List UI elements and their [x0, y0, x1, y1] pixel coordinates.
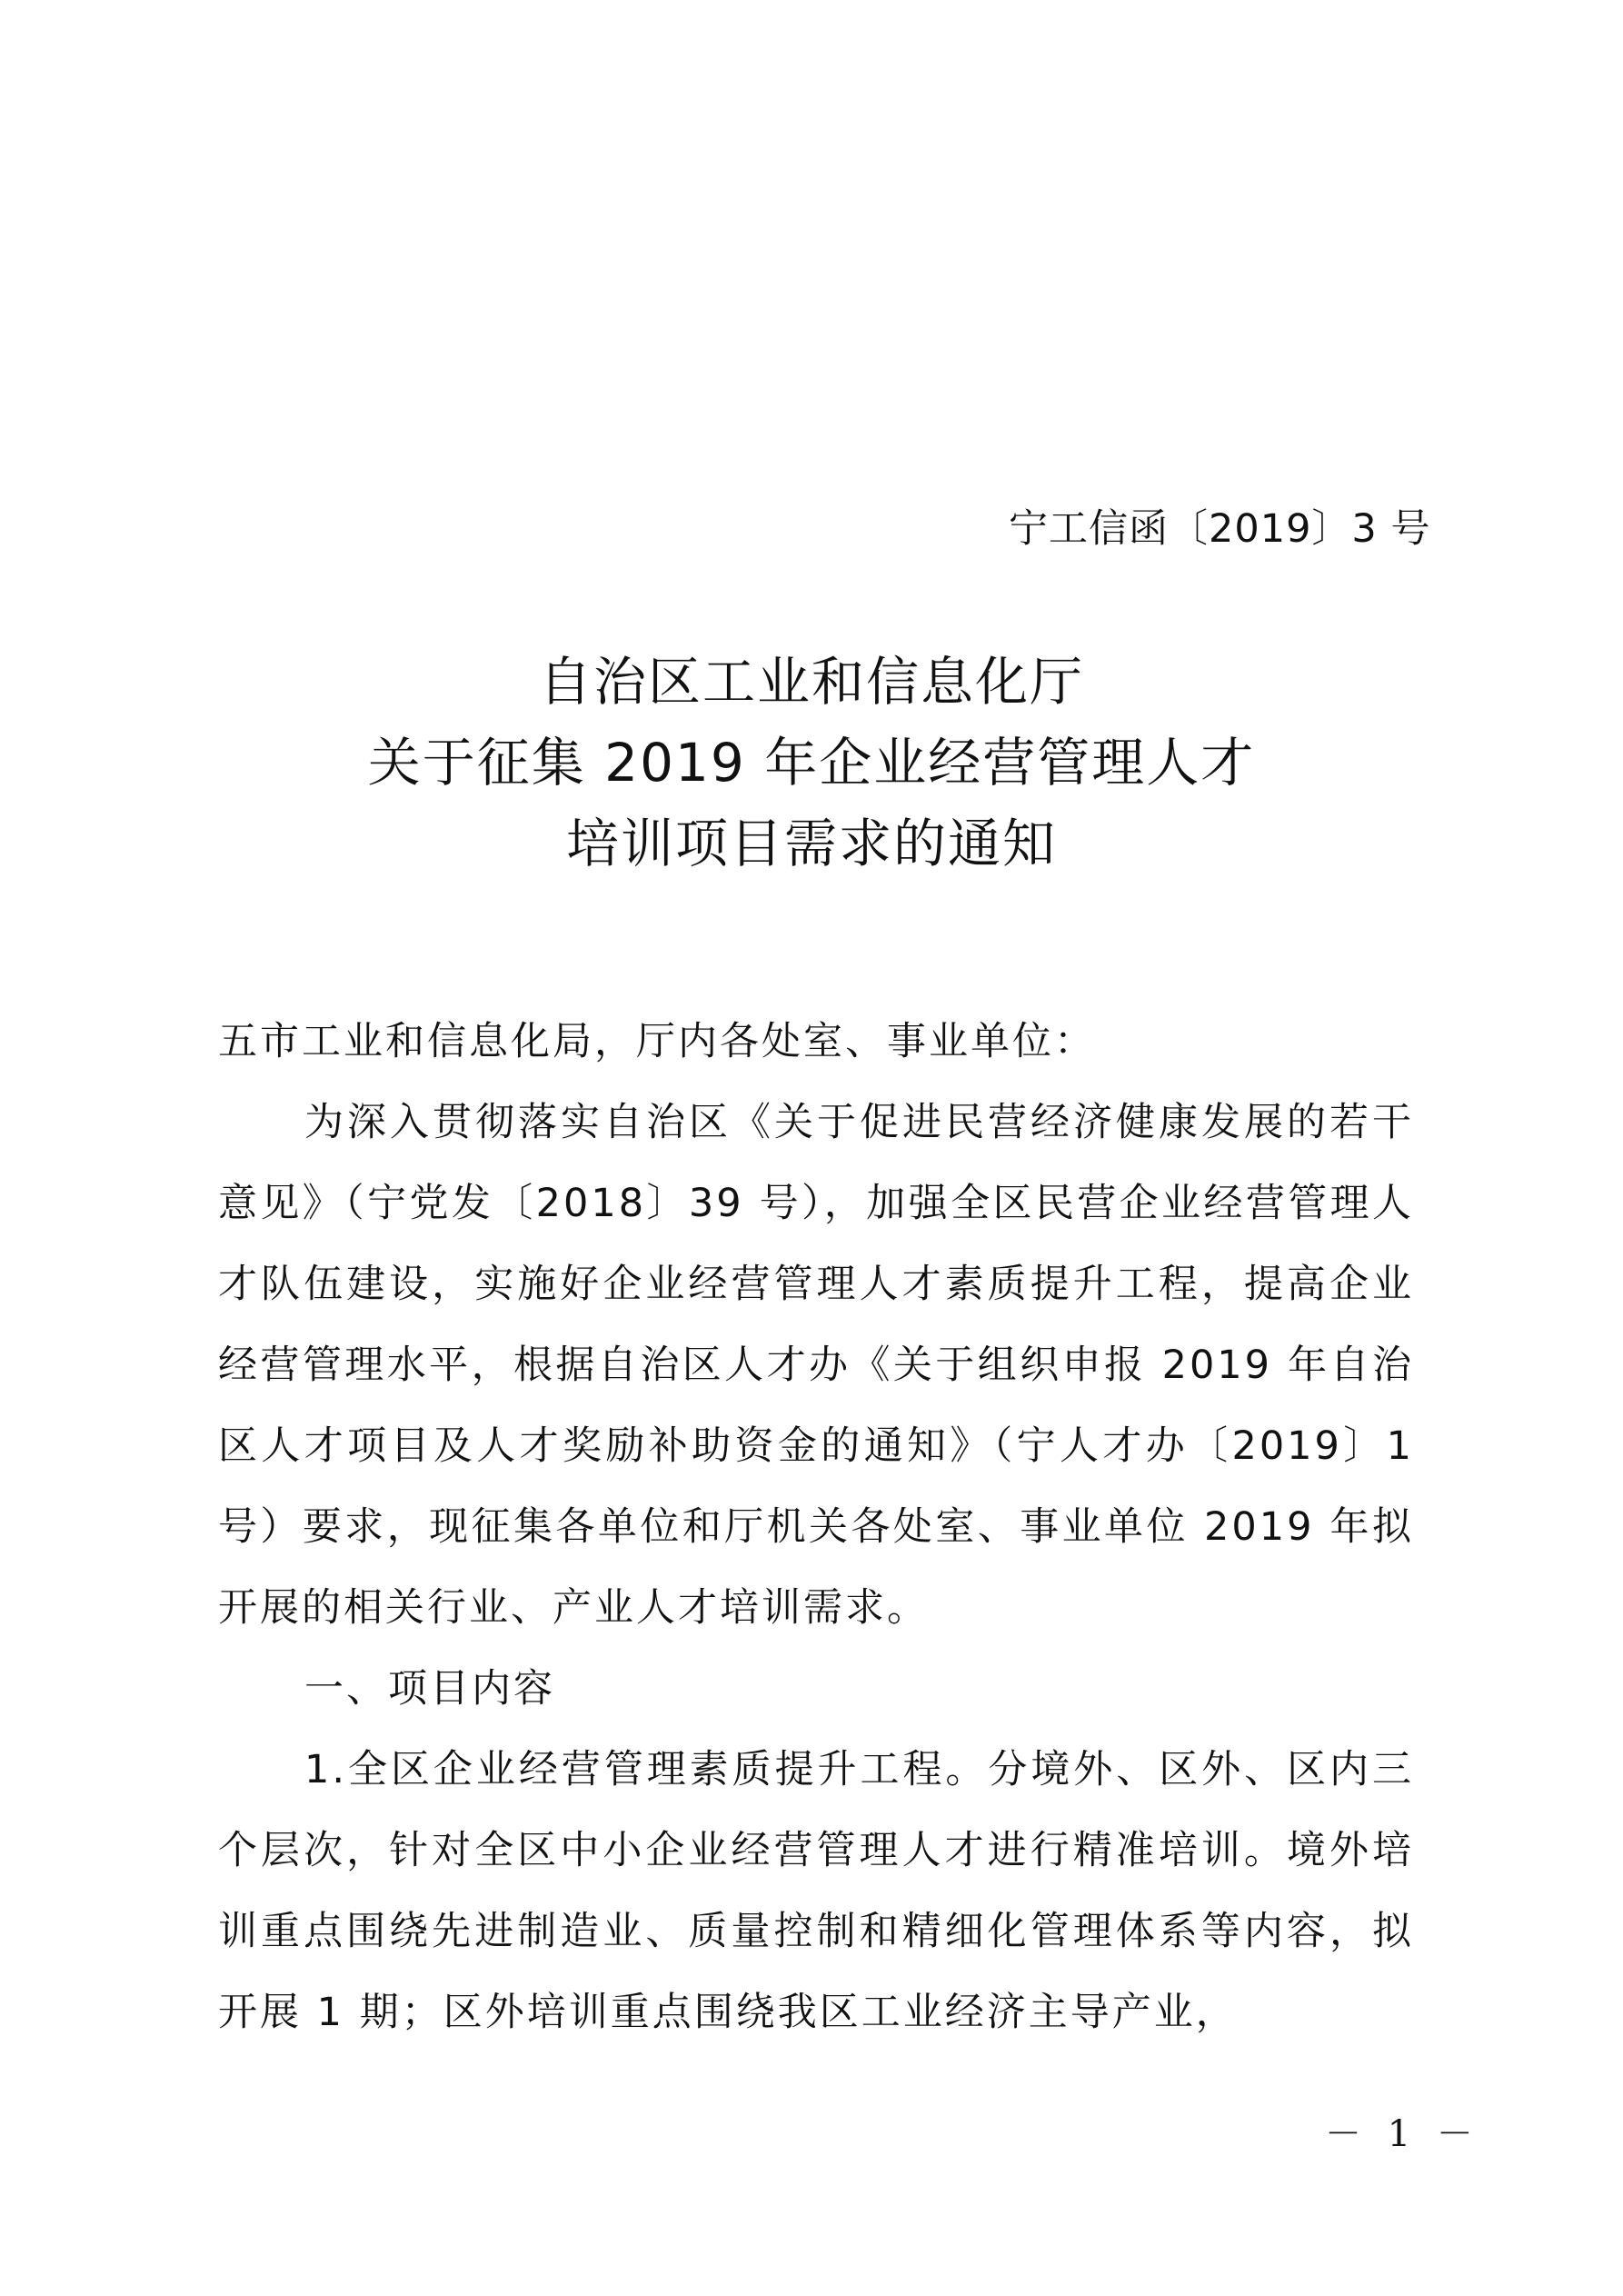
title-line-1: 自治区工业和信息化厅 — [538, 651, 1084, 713]
title-line-3: 培训项目需求的通知 — [565, 813, 1057, 874]
document-title — [0, 642, 1623, 884]
section-heading-1: 一、项目内容 — [304, 1666, 555, 1712]
document-body — [218, 1002, 1414, 2053]
paragraph-intro: 为深入贯彻落实自治区《关于促进民营经济健康发展的若干意见》（宁党发〔2018〕39 号），加强全区民营企业经营管理人才队伍建设，实施好企业经营管理人才素质提升工程，提高企业经营管理水平，根据自治区人才办《关于组织申报 2019 年自治区人才项目及人才奖励补助资金的通知》（宁人才办〔2019〕1 号）要求，现征集各单位和厅机关各处室、事业单位 2019 年拟开展的相关行业、产业人才培训需求。 — [218, 1100, 1414, 1631]
salutation: 五市工业和信息化局，厅内各处室、事业单位： — [218, 1019, 1096, 1064]
paragraph-item-1: 1.全区企业经营管理素质提升工程。分境外、区外、区内三个层次，针对全区中小企业经营管理人才进行精准培训。境外培训重点围绕先进制造业、质量控制和精细化管理体系等内容，拟开展 1 期；区外培训重点围绕我区工业经济主导产业， — [218, 1747, 1414, 2035]
page-number: － 1 － — [1325, 2113, 1480, 2155]
document-number: 宁工信函〔2019〕3 号 — [1009, 506, 1431, 552]
title-line-2: 关于征集 2019 年企业经营管理人才 — [367, 732, 1256, 794]
